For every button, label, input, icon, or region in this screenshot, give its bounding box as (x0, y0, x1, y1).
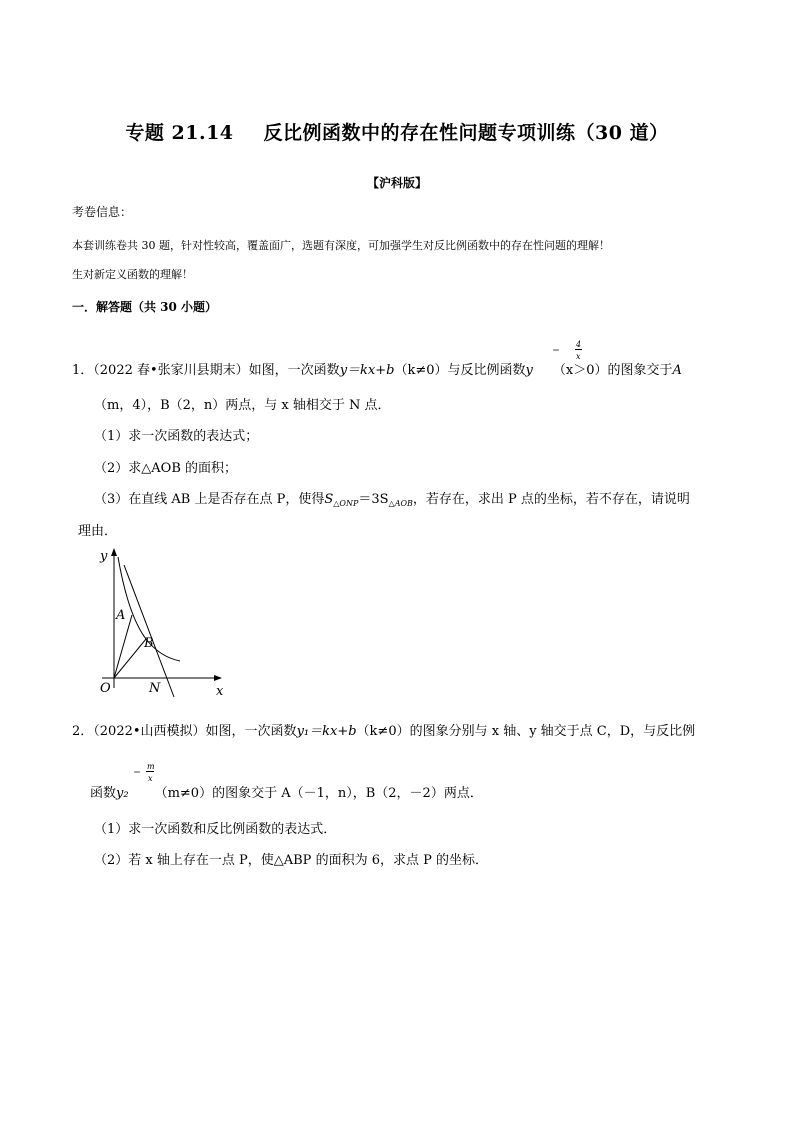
q1-text-a: 如图，一次函数 (248, 363, 340, 378)
q1-part3-sub2: △AOB (388, 499, 413, 508)
q1-part3-sub1: △ONP (333, 499, 359, 508)
q1-part3-s1: S (324, 492, 334, 507)
q2-equation: y₁＝kx+b (296, 724, 357, 739)
q1-part2: （2）求△AOB 的面积； (94, 461, 238, 476)
q1-text-c: 的图象交于 (607, 363, 673, 378)
q1-fraction-den: x (576, 352, 581, 361)
q1-text-b: 与反比例函数 (447, 363, 526, 378)
q1-fraction-eq: ＝ (552, 346, 560, 355)
q2-fraction-eq: ＝ (133, 768, 141, 777)
figure-label-y: y (100, 549, 108, 564)
edition-label: 【沪科版】 (366, 176, 427, 190)
q2-text-b: 的图象分别与 x 轴、y 轴交于点 C，D，与反比例 (409, 724, 696, 739)
q2-source: （2022•山西模拟） (93, 724, 206, 739)
q1-part3-b: ，若存在，求出 P 点的坐标，若不存在，请说明 (412, 492, 690, 507)
q2-line1 (72, 720, 695, 739)
q2-part2: （2）若 x 轴上存在一点 P，使△ABP 的面积为 6，求点 P 的坐标． (94, 853, 488, 868)
figure-label-x: x (216, 684, 224, 699)
page-title (0, 118, 794, 145)
exam-info-heading: 考卷信息： (72, 205, 133, 219)
q2-y2: y₂ (116, 786, 129, 801)
figure-label-a: A (116, 608, 126, 623)
q1-fraction-bar (575, 349, 582, 350)
q1-number: 1． (72, 363, 94, 378)
title-main: 反比例函数中的存在性问题专项训练（30 道） (263, 122, 669, 144)
exam-info-line1: 本套训练卷共 30 题，针对性较高，覆盖面广，选题有深度，可加强学生对反比例函数中的存在性问题的理解！ (72, 239, 610, 252)
q1-part1: （1）求一次函数的表达式； (94, 429, 259, 444)
q2-condition: （k≠0） (356, 724, 410, 739)
q2-line2-a: 函数 (90, 786, 117, 801)
figure-line-ab (124, 565, 174, 697)
figure-x-arrow (214, 675, 222, 681)
q1-condition: （k≠0） (394, 363, 448, 378)
title-prefix: 专题 21.14 (125, 122, 234, 144)
figure-label-b: B (144, 636, 154, 651)
q1-part3-a: （3）在直线 AB 上是否存在点 P，使得 (94, 492, 325, 507)
q1-part3 (94, 488, 690, 508)
q2-number: 2． (72, 724, 94, 739)
q2-fraction-bar (146, 771, 154, 772)
q2-line2-b: （m≠0）的图象交于 A（－1，n），B（2，－2）两点． (154, 786, 483, 801)
q1-condition2: （x＞0） (552, 363, 608, 378)
q2-fraction-num: m (147, 762, 155, 771)
q2-text-a: 如图，一次函数 (205, 724, 297, 739)
q2-fraction-den: x (148, 774, 153, 783)
q1-figure (88, 545, 238, 705)
q2-part1: （1）求一次函数和反比例函数的表达式． (94, 822, 337, 837)
q1-y-var: y (525, 363, 533, 378)
figure-label-n: N (149, 681, 161, 696)
q1-part3-eq: ＝3S (358, 492, 389, 507)
q1-equation: y＝kx+b (339, 363, 395, 378)
q1-fraction-num: 4 (576, 340, 582, 349)
q1-line2: （m，4），B（2，n）两点，与 x 轴相交于 N 点． (94, 398, 391, 413)
exam-info-line2: 生对新定义函数的理解！ (72, 268, 193, 281)
figure-segment-ob (114, 639, 146, 678)
figure-y-arrow (111, 548, 117, 556)
q1-part3-cont: 理由． (78, 524, 118, 539)
section-heading: 一．解答题（共 30 小题） (72, 300, 218, 314)
q1-point-a: A (672, 363, 682, 378)
figure-label-o: O (100, 681, 111, 696)
q1-line1 (72, 359, 682, 378)
q1-source: （2022 春•张家川县期末） (93, 363, 249, 378)
figure-segment-oa (114, 615, 132, 678)
q2-line2 (90, 782, 483, 801)
